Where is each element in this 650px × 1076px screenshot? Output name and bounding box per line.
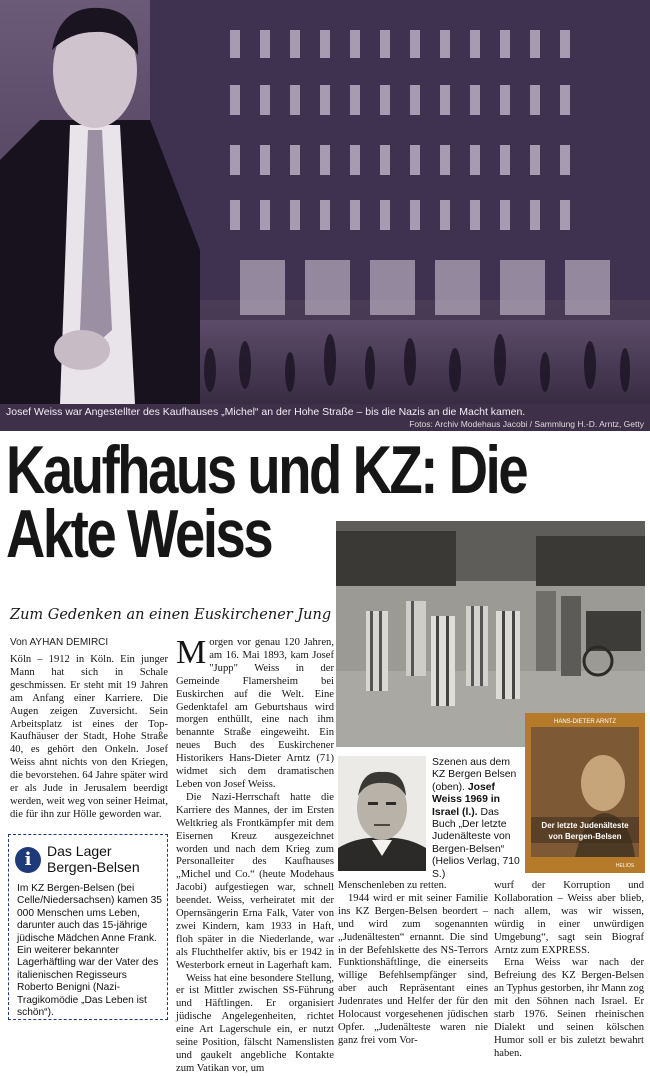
- book-title-line-2: von Bergen-Belsen: [548, 832, 622, 841]
- info-box-title: [47, 843, 140, 875]
- info-box-title-line-1: Das Lager: [47, 843, 112, 859]
- column-3-paragraph-2: 1944 wird er mit seiner Familie ins KZ Bergen-Belsen beordert – und wird zum sogenannten „Judenältesten“ ernannt. Die sind in der Befehlskette des NS-Terrors Funktionshäftlinge, die einerseits willige Befehlsempfänger sind, aber auch Repräsentant eines Judenrates und Helfer der für den Holocaust vorgesehenen jüdischen Opfer. „Judenälteste waren nie ganz frei vom Vor-: [338, 892, 488, 1046]
- article-column-3: [338, 880, 488, 1048]
- column-2-paragraph-1-text: orgen vor genau 120 Jahren, am 16. Mai 1893, kam Josef "Jupp" Weiss in der Gemeinde Flamersheim bei Euskirchen auf die Welt. Eine Gedenktafel am Geburtshaus wird morgen enthüllt, eine nach ihm benannte Straße eingeweiht. Ein neues Buch des Euskirchener Historikers Hans-Dieter Arntz (71) widmet sich dem dramatischen Leben von Josef Weiss.: [176, 637, 334, 790]
- hero-caption-bar: [0, 404, 650, 431]
- headline-line-1: Kaufhaus und KZ: Die: [6, 432, 527, 508]
- column-2-paragraph-1: [176, 634, 334, 792]
- info-box-title-line-2: Bergen-Belsen: [47, 859, 140, 875]
- headline-line-2: Akte Weiss: [6, 496, 272, 572]
- portrait-illustration: [338, 756, 426, 871]
- book-author: HANS-DIETER ARNTZ: [553, 719, 617, 725]
- photo-caption-camp: Szenen aus dem KZ Bergen Belsen (oben).: [432, 757, 517, 793]
- info-box-text: Im KZ Bergen-Belsen (bei Celle/Niedersachsen) kamen 35 000 Menschen ums Leben, darunter auch das 15-jährige jüdische Mädchen Anne Frank. Ein weiterer bekannter Lagerhäftling war der Vater des italienischen Regisseurs Roberto Benigni (Nazi-Tragikomödie „Das Leben ist schön“).: [17, 883, 162, 1019]
- hero-photo-illustration: [0, 0, 650, 431]
- hero-caption: Josef Weiss war Angestellter des Kaufhauses „Michel“ an der Hohe Straße – bis die Nazis an die Macht kamen.: [6, 406, 526, 418]
- book-cover: [525, 713, 645, 873]
- subheadline: Zum Gedenken an einen Euskirchener Jung: [10, 607, 332, 623]
- byline: Von AYHAN DEMIRCI: [10, 637, 109, 648]
- portrait-photo-1969: [338, 756, 426, 871]
- column-2-paragraph-3: Weiss hat eine besondere Stellung, er ist Mittler zwischen SS-Führung und Häftlingen. Er organisiert jüdische Angelegenheiten, richtet eine Art Lagerschule ein, er nutzt seine Position, fälscht Namenslisten und gaukelt angebliche Kontakte zum Vatikan vor, um: [176, 972, 334, 1074]
- column-2-paragraph-2: Die Nazi-Herrschaft hatte die Karriere des Mannes, der im Ersten Weltkrieg als Frontkämpfer mit dem Eisernen Kreuz ausgezeichnet worden und nach dem Krieg zum Personalleiter des Kaufhauses „Michel und Co.“ (heute Modehaus Jacobi) aufgestiegen war, schnell beendet. Weiss, verheiratet mit der Opernsängerin Erna Falk, Vater von zwei Kindern, kam 1933 in Haft, floh später in die Niederlande, war als Fluchthelfer aktiv, bis er 1942 in Westerbork erneut in Lagerhaft kam.: [176, 791, 334, 971]
- article-column-1: [10, 654, 168, 822]
- info-box-bergen-belsen: [8, 834, 168, 1020]
- article-column-2: [176, 634, 334, 1076]
- book-cover-illustration: [525, 713, 645, 873]
- hero-photo: [0, 0, 650, 431]
- photo-caption-portrait: Josef Weiss 1969 in Israel (l.).: [432, 781, 500, 818]
- book-title-line-1: Der letzte Judenälteste: [541, 821, 629, 830]
- photo-caption: [432, 757, 520, 881]
- photo-credit: Fotos: Archiv Modehaus Jacobi / Sammlung H.-D. Arntz, Getty: [409, 419, 644, 429]
- column-1-paragraph: Köln – 1912 in Köln. Ein junger Mann hat sich in Schale geschmissen. Er steht mit 19 Jahren am Anfang einer Karriere. Die Augen zeigen Zuversicht. Sein Arbeitsplatz ist eines der Top-Kaufhäuser der Stadt, Hohe Straße 40, es gehört den Onkeln. Josef Weiss ahnt nichts von den Kriegen, die bevorstehen. 64 Jahre später wird er als Jude in Jerusalem beerdigt werden, weit weg von seiner Heimat, die für ihn zur Hölle geworden war.: [10, 654, 168, 820]
- book-publisher: HELIOS: [615, 863, 635, 869]
- photo-caption-book: Das Buch „Der letzte Judenälteste von Bergen-Belsen“ (Helios Verlag, 710 S.): [432, 806, 520, 880]
- column-4-paragraph-1: wurf der Korruption und Kollaboration – Weiss aber blieb, nach allem, was wir wissen, würdig in einer unwürdigen Umgebung“, sagt sein Biograf Arntz zum EXPRESS.: [494, 880, 644, 956]
- column-3-paragraph-1: Menschenleben zu retten.: [338, 880, 447, 891]
- article-column-4: [494, 880, 644, 1061]
- column-4-paragraph-2: Erna Weiss war nach der Befreiung des KZ Bergen-Belsen an Typhus gestorben, ihr Mann zog mit den Söhnen nach Israel. Er starb 1976. Seinen rheinischen Dialekt und seinen kölschen Humor soll er bis zuletzt bewahrt haben.: [494, 957, 644, 1059]
- drop-cap: M: [176, 634, 207, 671]
- info-icon: i: [15, 847, 41, 873]
